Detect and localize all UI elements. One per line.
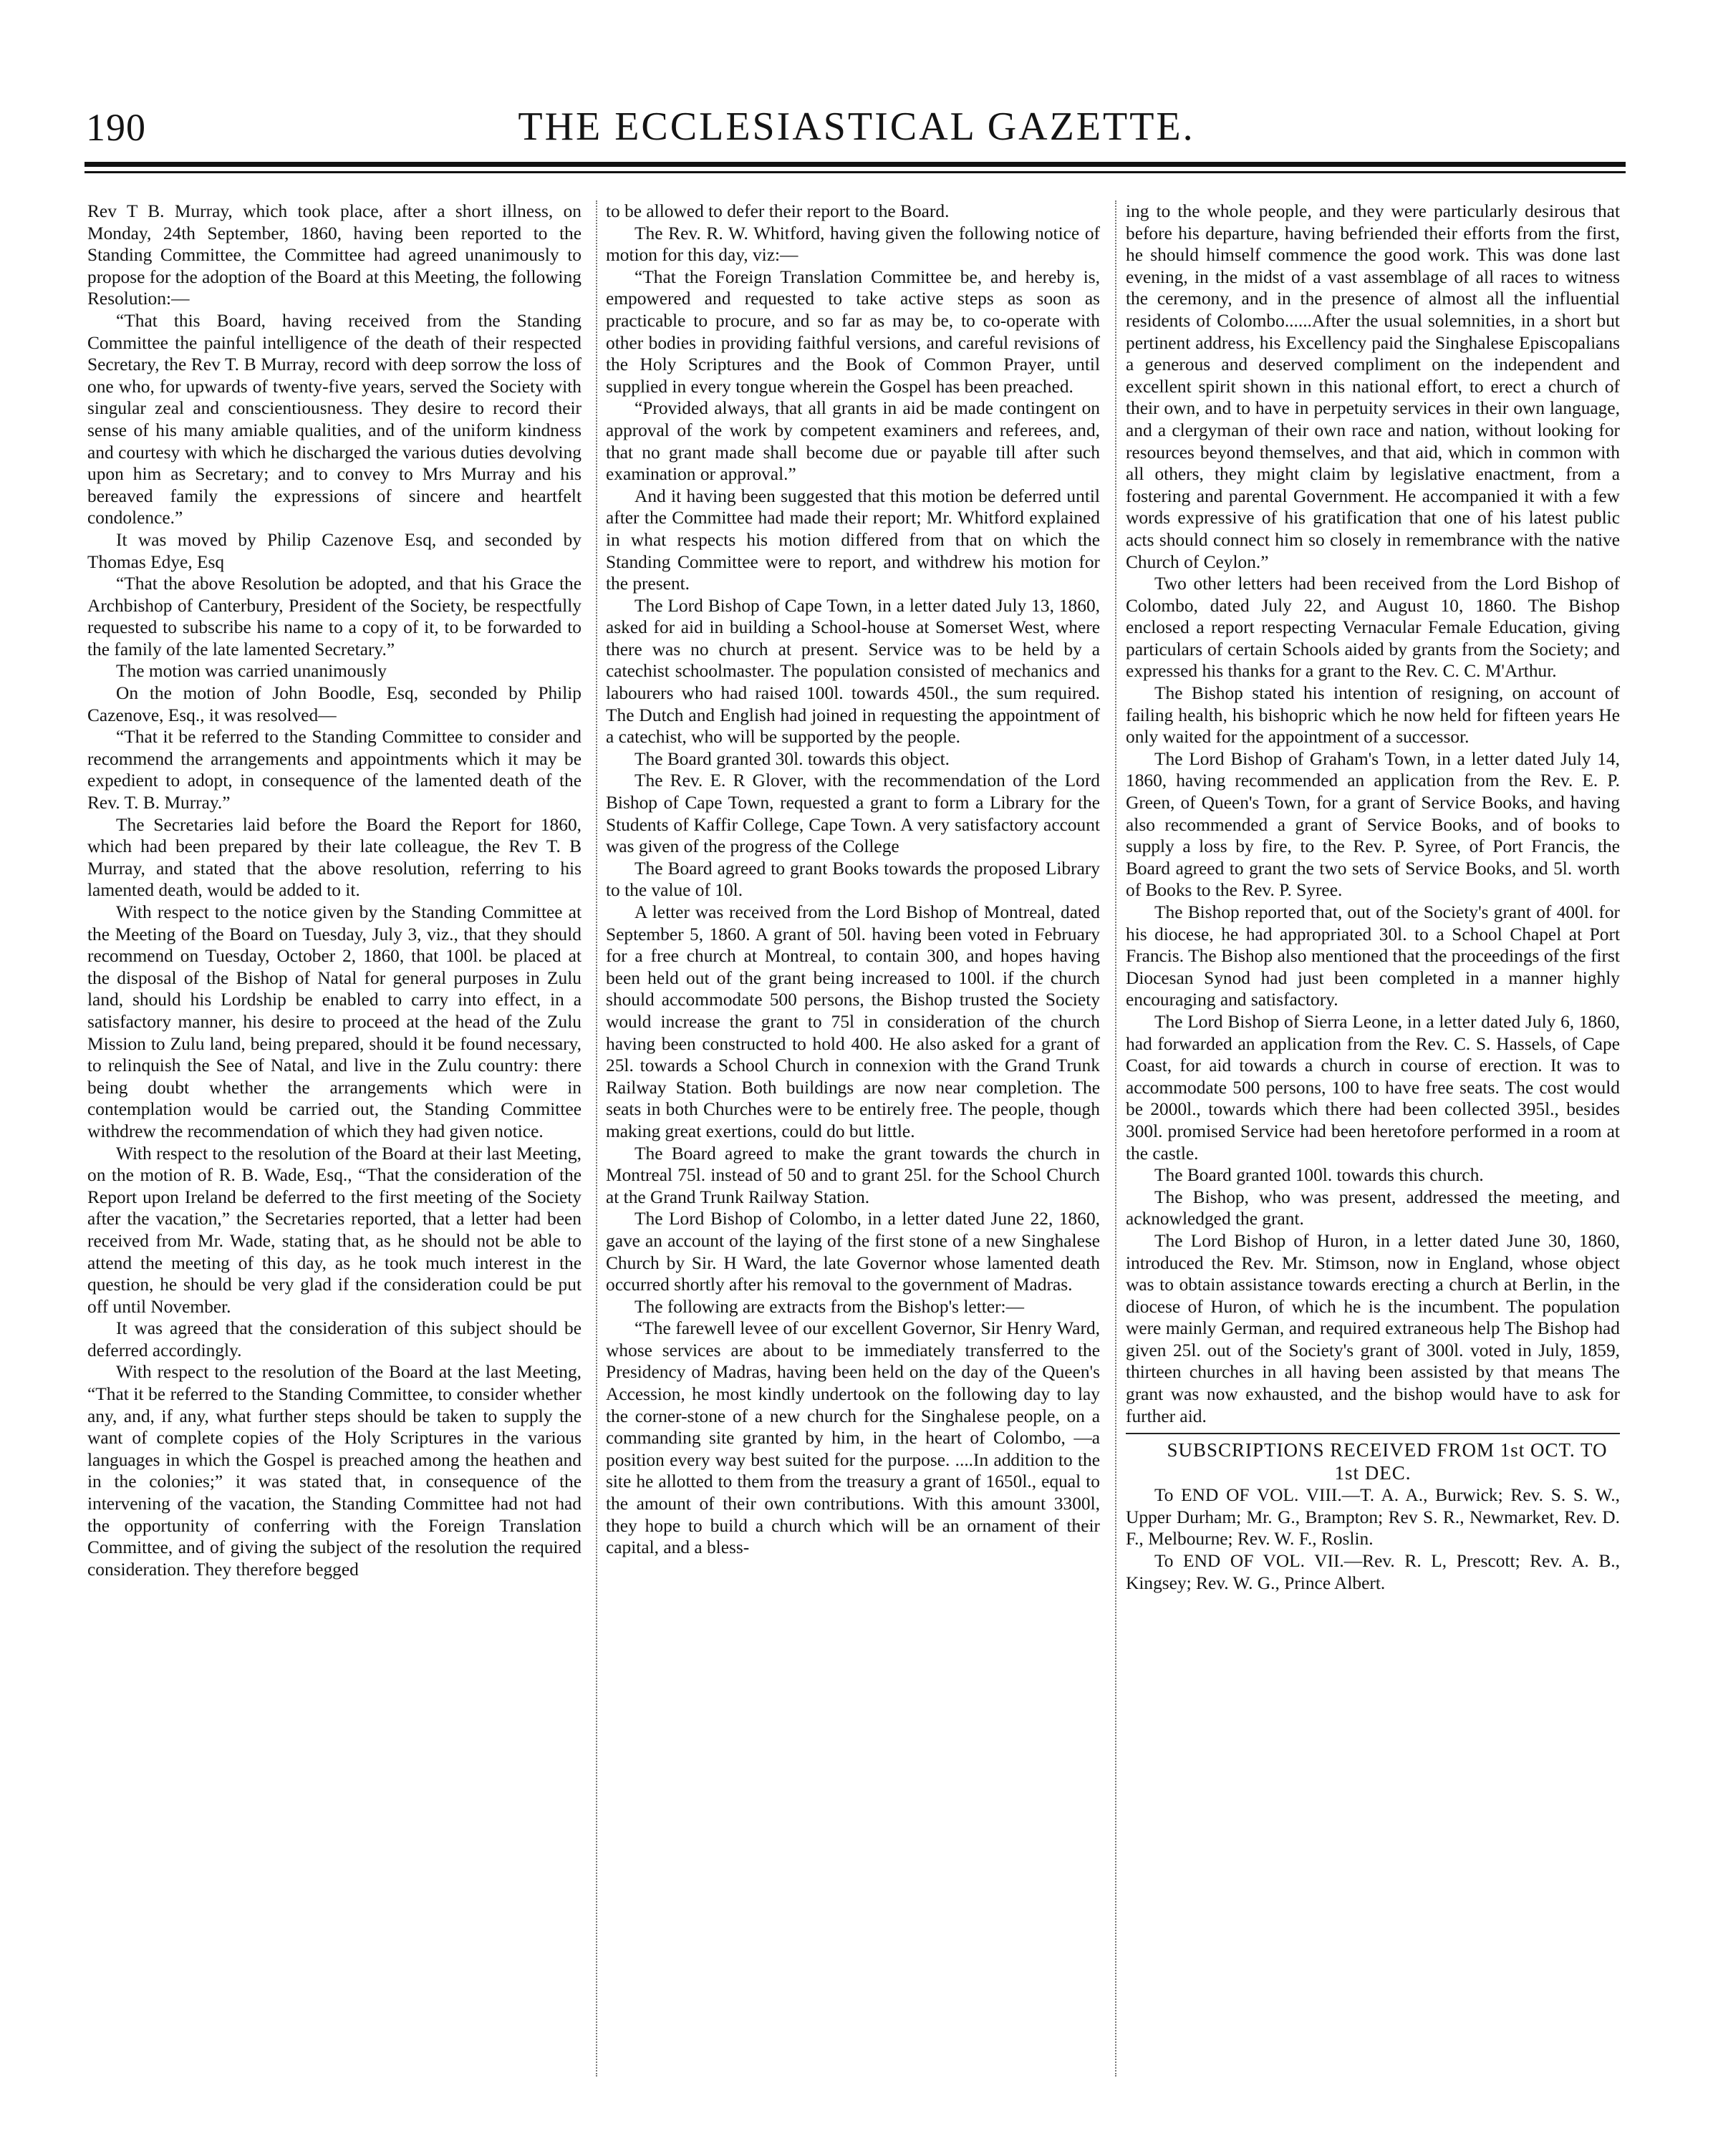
page-title: THE ECCLESIASTICAL GAZETTE. bbox=[518, 105, 1195, 149]
paragraph: And it having been suggested that this motion be deferred until after the Committee had made their report; Mr. Whitford explained in what respects his motion differed from that on which the Standing Committee were to report, and withdrew his motion for the present. bbox=[606, 485, 1100, 594]
header-rule-thin bbox=[85, 171, 1626, 173]
column-3 bbox=[1126, 200, 1620, 2091]
paragraph: “The farewell levee of our excellent Governor, Sir Henry Ward, whose services are about to be immediately transferred to the Presidency of Madras, having been held on the day of the Queen's Accession, he most kindly undertook on the following day to lay the corner-stone of a new church for the Singhalese people, on a commanding site granted by him, in the heart of Colombo, —a position every way best suited for the purpose. ....In addition to the site he allotted to them from the treasury a grant of 1650l., equal to the amount of their own contributions. With this amount 3300l, they hope to build a church which will be an ornament of their capital, and a bless- bbox=[606, 1318, 1100, 1558]
paragraph: The motion was carried unanimously bbox=[116, 661, 387, 682]
paragraph: A letter was received from the Lord Bishop of Montreal, dated September 5, 1860. A grant of 50l. having been voted in February for a free church at Montreal, to contain 300, and hopes having been held out of the grant being increased to 100l. if the church should accommodate 500 persons, the Bishop trusted the Society would increase the grant to 75l in consideration of the church having been constructed to hold 400. He also asked for a grant of 25l. towards a School Church in connexion with the Grand Trunk Railway Station. Both buildings are now near completion. The seats in both Churches were to be entirely free. The people, though making great exertions, could do but little. bbox=[606, 902, 1100, 1141]
paragraph: “That the Foreign Translation Committee be, and hereby is, empowered and requested to take active steps as soon as practicable to procure, and so far as may be, to co-operate with other bodies in providing faithful versions, and careful revisions of the Holy Scriptures and the Book of Common Prayer, until supplied in every tongue wherein the Gospel has been preached. bbox=[606, 266, 1100, 397]
paragraph: The Board granted 100l. towards this church. bbox=[1154, 1165, 1484, 1186]
column-1 bbox=[87, 200, 582, 2091]
subscription-entry: To END OF VOL. VII.—Rev. R. L, Prescott; Rev. A. B., Kingsey; Rev. W. G., Prince Albert. bbox=[1126, 1551, 1620, 1593]
section-rule bbox=[1126, 1433, 1620, 1434]
header-rule-thick bbox=[85, 162, 1626, 167]
paragraph: “That the above Resolution be adopted, and that his Grace the Archbishop of Canterbury, President of the Society, be respectfully requested to subscribe his name to a copy of it, to be forwarded to the family of the late lamented Secretary.” bbox=[87, 574, 582, 659]
paragraph: The following are extracts from the Bishop's letter:— bbox=[634, 1296, 1024, 1317]
paragraph: It was agreed that the consideration of this subject should be deferred accordingly. bbox=[87, 1318, 582, 1360]
paragraph: The Lord Bishop of Sierra Leone, in a letter dated July 6, 1860, had forwarded an application from the Rev. C. S. Hassels, of Cape Coast, for aid towards a church in course of erection. It was to accommodate 500 persons, 100 to have free seats. The cost would be 2000l., towards which there had been collected 395l., besides 300l. promised Service had been heretofore performed in a room at the castle. bbox=[1126, 1011, 1620, 1164]
paragraph: The Bishop reported that, out of the Society's grant of 400l. for his diocese, he had appropriated 30l. to a School Chapel at Port Francis. The Bishop also mentioned that the proceedings of the first Diocesan Synod had just been completed in a manner highly encouraging and satisfactory. bbox=[1126, 902, 1620, 1010]
column-divider bbox=[1115, 200, 1116, 2077]
paragraph: “Provided always, that all grants in aid be made contingent on approval of the work by competent examiners and referees, and, that no grant made shall become due or payable till after such examination or approval.” bbox=[606, 398, 1100, 485]
subscriptions-heading: SUBSCRIPTIONS RECEIVED FROM 1st OCT. TO 1st DEC. bbox=[1167, 1439, 1608, 1484]
paragraph: “That this Board, having received from the Standing Committee the painful intelligence of the death of their respected Secretary, the Rev T. B Murray, record with deep sorrow the loss of one who, for upwards of twenty-five years, served the Society with singular zeal and conscientiousness. They desire to record their sense of his many amiable qualities, and of the uniform kindness and courtesy with which he discharged the various duties devolving upon him as Secretary; and to convey to Mrs Murray and his bereaved family the expressions of sincere and heartfelt condolence.” bbox=[87, 310, 582, 528]
paragraph: ing to the whole people, and they were particularly desirous that before his departure, having befriended their efforts from the first, he should himself commence the good work. This was done last evening, in the midst of a vast assemblage of all races to witness the ceremony, and in the presence of almost all the influential residents of Colombo......After the usual solemnities, in a short but pertinent address, his Excellency paid the Singhalese Episcopalians a generous and deserved compliment on the independent and excellent spirit shown in this national effort, to erect a church of their own, and to have in perpetuity services in their own language, and a clergyman of their own race and nation, without looking for resources beyond themselves, and that aid, which in common with all others, they might claim by legislative enactment, from a fostering and parental Government. He accompanied it with a few words expressive of his gratification that one of his latest public acts should connect him so closely in remembrance with the native Church of Ceylon.” bbox=[1126, 201, 1620, 572]
paragraph: The Rev. E. R Glover, with the recommendation of the Lord Bishop of Cape Town, requested a grant to form a Library for the Students of Kaffir College, Cape Town. A very satisfactory account was given of the progress of the College bbox=[606, 770, 1100, 857]
column-2 bbox=[606, 200, 1100, 2091]
paragraph: With respect to the notice given by the Standing Committee at the Meeting of the Board on Tuesday, July 3, viz., that they should recommend on Tuesday, October 2, 1860, that 100l. be placed at the disposal of the Bishop of Natal for general purposes in Zulu land, should his Lordship be enabled to carry into effect, in a satisfactory manner, his desire to proceed at the head of the Zulu Mission to Zulu land, being prepared, should it be found necessary, to relinquish the See of Natal, and live in the Zulu country: there being doubt whether the arrangements which were in contemplation would be carried out, the Standing Committee withdrew the recommendation of which they had given notice. bbox=[87, 902, 582, 1141]
paragraph: With respect to the resolution of the Board at the last Meeting, “That it be referred to the Standing Committee, to consider whether any, and, if any, what further steps should be taken to supply the want of complete copies of the Holy Scriptures in the various languages in which the Gospel is preached among the heathen and in the colonies;” it was stated that, in consequence of the intervening of the vacation, the Standing Committee had not had the opportunity of conferring with the Foreign Translation Committee, and of giving the subject of the resolution the required consideration. They therefore begged bbox=[87, 1362, 582, 1580]
paragraph: The Bishop stated his intention of resigning, on account of failing health, his bishopric which he now held for fifteen years He only waited for the appointment of a successor. bbox=[1126, 683, 1620, 748]
paragraph: The Bishop, who was present, addressed the meeting, and acknowledged the grant. bbox=[1126, 1186, 1620, 1229]
paragraph: to be allowed to defer their report to the Board. bbox=[606, 201, 950, 221]
paragraph: Rev T B. Murray, which took place, after a short illness, on Monday, 24th September, 1860, having been reported to the Standing Committee, the Committee had agreed unanimously to propose for the adoption of the Board at this Meeting, the following Resolution:— bbox=[87, 201, 582, 309]
paragraph: The Board agreed to make the grant towards the church in Montreal 75l. instead of 50 and to grant 25l. for the School Church at the Grand Trunk Railway Station. bbox=[606, 1143, 1100, 1207]
paragraph: The Secretaries laid before the Board the Report for 1860, which had been prepared by their late colleague, the Rev T. B Murray, and stated that the above resolution, referring to his lamented death, would be added to it. bbox=[87, 814, 582, 901]
paragraph: It was moved by Philip Cazenove Esq, and seconded by Thomas Edye, Esq bbox=[87, 529, 582, 572]
paragraph: Two other letters had been received from the Lord Bishop of Colombo, dated July 22, and August 10, 1860. The Bishop enclosed a report respecting Vernacular Female Education, giving particulars of certain Schools aided by grants from the Society; and expressed his thanks for a grant to the Rev. C. C. M'Arthur. bbox=[1126, 574, 1620, 682]
paragraph: The Rev. R. W. Whitford, having given the following notice of motion for this day, viz:— bbox=[606, 223, 1100, 266]
paragraph: With respect to the resolution of the Board at their last Meeting, on the motion of R. B. Wade, Esq., “That the consideration of the Report upon Ireland be deferred to the first meeting of the Society after the vacation,” the Secretaries reported, that a letter had been received from Mr. Wade, stating that, as he should not be able to attend the meeting of this day, as he took much interest in the question, he should be very glad if the consideration could be put off until November. bbox=[87, 1143, 582, 1317]
page-number: 190 bbox=[86, 106, 146, 149]
paragraph: On the motion of John Boodle, Esq, seconded by Philip Cazenove, Esq., it was resolved— bbox=[87, 683, 582, 725]
column-divider bbox=[596, 200, 597, 2077]
paragraph: The Board granted 30l. towards this object. bbox=[634, 748, 950, 769]
paragraph: The Lord Bishop of Colombo, in a letter dated June 22, 1860, gave an account of the laying of the first stone of a new Singhalese Church by Sir. H Ward, the late Governor whose lamented death occurred shortly after his removal to the government of Madras. bbox=[606, 1209, 1100, 1295]
subscription-entry: To END OF VOL. VIII.—T. A. A., Burwick; Rev. S. S. W., Upper Durham; Mr. G., Brampton; Rev S. R., Newmarket, Rev. D. F., Melbourne; Rev. W. F., Roslin. bbox=[1126, 1485, 1620, 1550]
paragraph: The Lord Bishop of Graham's Town, in a letter dated July 14, 1860, having recommended an application from the Rev. E. P. Green, of Queen's Town, for a grant of Service Books, and having also recommended a grant of Service Books, and of books to supply a loss by fire, to the Rev. P. Syree, of Port Francis, the Board agreed to grant the two sets of Service Books, and 5l. worth of Books to the Rev. P. Syree. bbox=[1126, 748, 1620, 901]
paragraph: The Lord Bishop of Huron, in a letter dated June 30, 1860, introduced the Rev. Mr. Stimson, now in England, whose object was to obtain assistance towards erecting a church at Berlin, in the diocese of Huron, of which he is the incumbent. The population were mainly German, and required extraneous help The Bishop had given 25l. out of the Society's grant of 300l. voted in July, 1859, thirteen churches in all having been assisted by that means The grant was now exhausted, and the bishop would have to ask for further aid. bbox=[1126, 1230, 1620, 1426]
paragraph: “That it be referred to the Standing Committee to consider and recommend the arrangements and appointments which it may be expedient to adopt, in consequence of the lamented death of the Rev. T. B. Murray.” bbox=[87, 727, 582, 813]
paragraph: The Board agreed to grant Books towards the proposed Library to the value of 10l. bbox=[606, 858, 1100, 901]
paragraph: The Lord Bishop of Cape Town, in a letter dated July 13, 1860, asked for aid in building a School-house at Somerset West, where there was no church at present. Service was to be held by a catechist schoolmaster. The population consisted of mechanics and labourers who had raised 100l. towards 450l., the sum required. The Dutch and English had joined in requesting the appointment of a catechist, who will be supported by the people. bbox=[606, 595, 1100, 748]
